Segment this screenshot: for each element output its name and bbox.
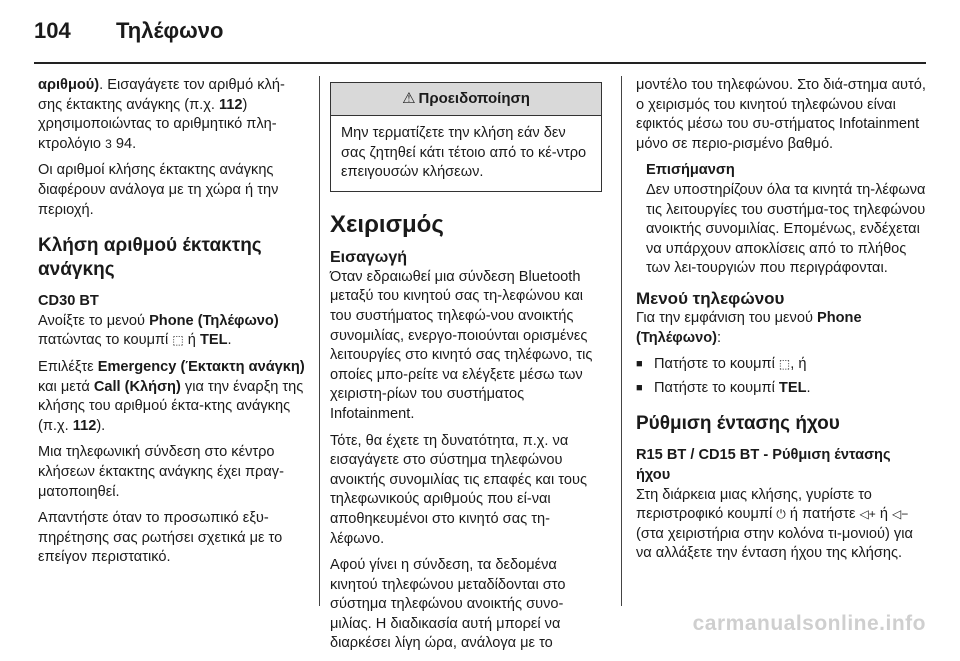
text: ή: [183, 332, 200, 349]
page-number: 104: [34, 18, 71, 43]
text: (στα χειριστήρια στην κολόνα τι-μονιού) για να αλλάξετε την ένταση ήχου της κλήσης.: [636, 525, 913, 562]
text: ή: [875, 506, 893, 523]
paragraph: [636, 309, 926, 348]
paragraph: [38, 76, 306, 154]
phone-button-icon: ⬚: [172, 333, 184, 348]
text: , ή: [790, 356, 807, 373]
text: Στη διάρκεια μιας κλήσης, γυρίστε το περιστροφικό κουμπί: [636, 486, 872, 523]
warning-body: Μην τερματίζετε την κλήση εάν δεν σας ζητηθεί κάτι τέτοιο από το κέ-ντρο επειγουσών κλήσεων.: [341, 125, 587, 181]
volume-down-icon: ◁−: [892, 507, 909, 522]
paragraph: [38, 358, 306, 436]
warning-icon: ⚠: [402, 90, 416, 107]
note-title: Επισήμανση: [646, 162, 735, 179]
text: Επιλέξτε: [38, 358, 98, 375]
text: 94.: [111, 135, 137, 152]
subheading: R15 BT / CD15 BT - Ρύθμιση έντασης ήχου: [636, 447, 891, 483]
warning-title: Προειδοποίηση: [418, 90, 530, 107]
text: ) χρησιμοποιώντας το αριθμητικό πλη-κτρολόγιο: [38, 96, 277, 152]
section-heading: Χειρισμός: [330, 210, 444, 238]
column-divider: [621, 76, 622, 606]
text: για την έναρξη της κλήσης του αριθμού έκτα-κτης ανάγκης (π.χ.: [38, 378, 304, 434]
text: ).: [96, 417, 106, 434]
warning-header: [331, 83, 601, 116]
bullet-icon: ■: [636, 358, 643, 371]
bold-text: αριθμού): [38, 77, 100, 93]
list-item: [636, 379, 926, 399]
bold-text: Phone (Τηλέφωνο): [636, 309, 862, 346]
column-divider: [319, 76, 320, 606]
section-heading: Κλήση αριθμού έκτακτης ανάγκης: [38, 235, 262, 281]
subheading: CD30 BT: [38, 293, 99, 310]
paragraph: Όταν εδραιωθεί μια σύνδεση Bluetooth μεταξύ του κινητού σας τη-λεφώνου και του συστήματος τηλεφώ-νου ανοικτής συνομιλίας, ενεργο-ποιούνται ορισμένες λειτουργίες στο κινητό σας τηλέφωνο, τις οποίες μπο-ρείτε να ελέγξετε μέσω των χειριστη-ρίων του συστήματος Infotainment.: [330, 268, 593, 422]
text: Για την εμφάνιση του μενού: [636, 309, 817, 326]
paragraph: Απαντήστε όταν το προσωπικό εξυ-πηρέτησης σας ρωτήσει σχετικά με το επείγον περιστατικό.: [38, 510, 283, 566]
paragraph: [636, 486, 926, 564]
paragraph: Οι αριθμοί κλήσης έκτακτης ανάγκης διαφέρουν ανάλογα με τη χώρα ή την περιοχή.: [38, 162, 279, 218]
paragraph: Τότε, θα έχετε τη δυνατότητα, π.χ. να εισαγάγετε στο σύστημα τηλεφώνου ανοικτής συνομιλίας τις επαφές και τους τηλεφωνικούς αριθμούς που εί-ναι αποθηκευμένοι στο κινητό σας τη-λέφωνο.: [330, 432, 587, 547]
bold-text: Phone (Τηλέφωνο): [149, 312, 279, 329]
subheading: Εισαγωγή: [330, 248, 407, 266]
text: Πατήστε το κουμπί: [654, 379, 779, 396]
note-body: Δεν υποστηρίζουν όλα τα κινητά τη-λέφωνα τις λειτουργίες του συστήμα-τος τηλεφώνου ανοικτής συνομιλίας. Επομένως, ενδέχεται να υπάρχουν αποκλίσεις από το πλήθος των λει-τουργιών που περιγράφονται.: [646, 181, 926, 277]
header-rule: [34, 62, 926, 64]
bold-text: TEL: [199, 332, 228, 349]
paragraph: [38, 312, 306, 351]
list-item: [636, 355, 926, 375]
column-2: [330, 82, 602, 661]
page-title: Τηλέφωνο: [116, 18, 224, 43]
text: ή πατήστε: [785, 506, 860, 523]
paragraph: Αφού γίνει η σύνδεση, τα δεδομένα κινητού τηλεφώνου μεταδίδονται στο σύστημα τηλεφώνου ανοικτής συνο-μιλίας. Η διαδικασία αυτή μπορεί να διαρκέσει λίγη ώρα, ανάλογα με το: [330, 557, 566, 652]
text: Ανοίξτε το μενού: [38, 312, 150, 329]
bold-text: TEL: [778, 379, 807, 396]
column-3: [636, 76, 926, 571]
section-heading: Ρύθμιση έντασης ήχου: [636, 413, 840, 435]
column-1: [38, 76, 306, 575]
volume-up-icon: ◁+: [859, 507, 876, 522]
warning-box: [330, 82, 602, 192]
text: .: [227, 332, 232, 349]
page-ref-icon: 3: [105, 136, 112, 151]
paragraph: Μια τηλεφωνική σύνδεση στο κέντρο κλήσεων έκτακτης ανάγκης έχει πραγ-ματοποιηθεί.: [38, 444, 284, 500]
bullet-icon: ■: [636, 381, 643, 394]
text: :: [716, 329, 722, 346]
text: . Εισαγάγετε τον αριθμό κλή-σης έκτακτης ανάγκης (π.χ.: [38, 77, 285, 113]
power-knob-icon: ⏻: [776, 507, 786, 522]
text: .: [806, 379, 811, 396]
bold-text: Call (Κλήση): [93, 378, 181, 395]
bold-text: 112: [72, 417, 97, 434]
text: και μετά: [38, 378, 94, 395]
bold-text: Emergency (Έκτακτη ανάγκη): [97, 358, 305, 375]
watermark: carmanualsonline.info: [692, 612, 926, 635]
bold-text: 112: [219, 96, 243, 113]
section-heading: Μενού τηλεφώνου: [636, 288, 785, 308]
text: Πατήστε το κουμπί: [654, 356, 779, 373]
phone-button-icon: ⬚: [778, 357, 791, 372]
paragraph: μοντέλο του τηλεφώνου. Στο διά-στημα αυτό, ο χειρισμός του κινητού τηλεφώνου είναι εφικτός μέσω του συ-στήματος Infotainment μόνο σε περιο-ρισμένο βαθμό.: [636, 77, 926, 152]
note-box: [636, 161, 926, 279]
text: πατώντας το κουμπί: [38, 332, 173, 349]
page-header: [0, 0, 960, 62]
